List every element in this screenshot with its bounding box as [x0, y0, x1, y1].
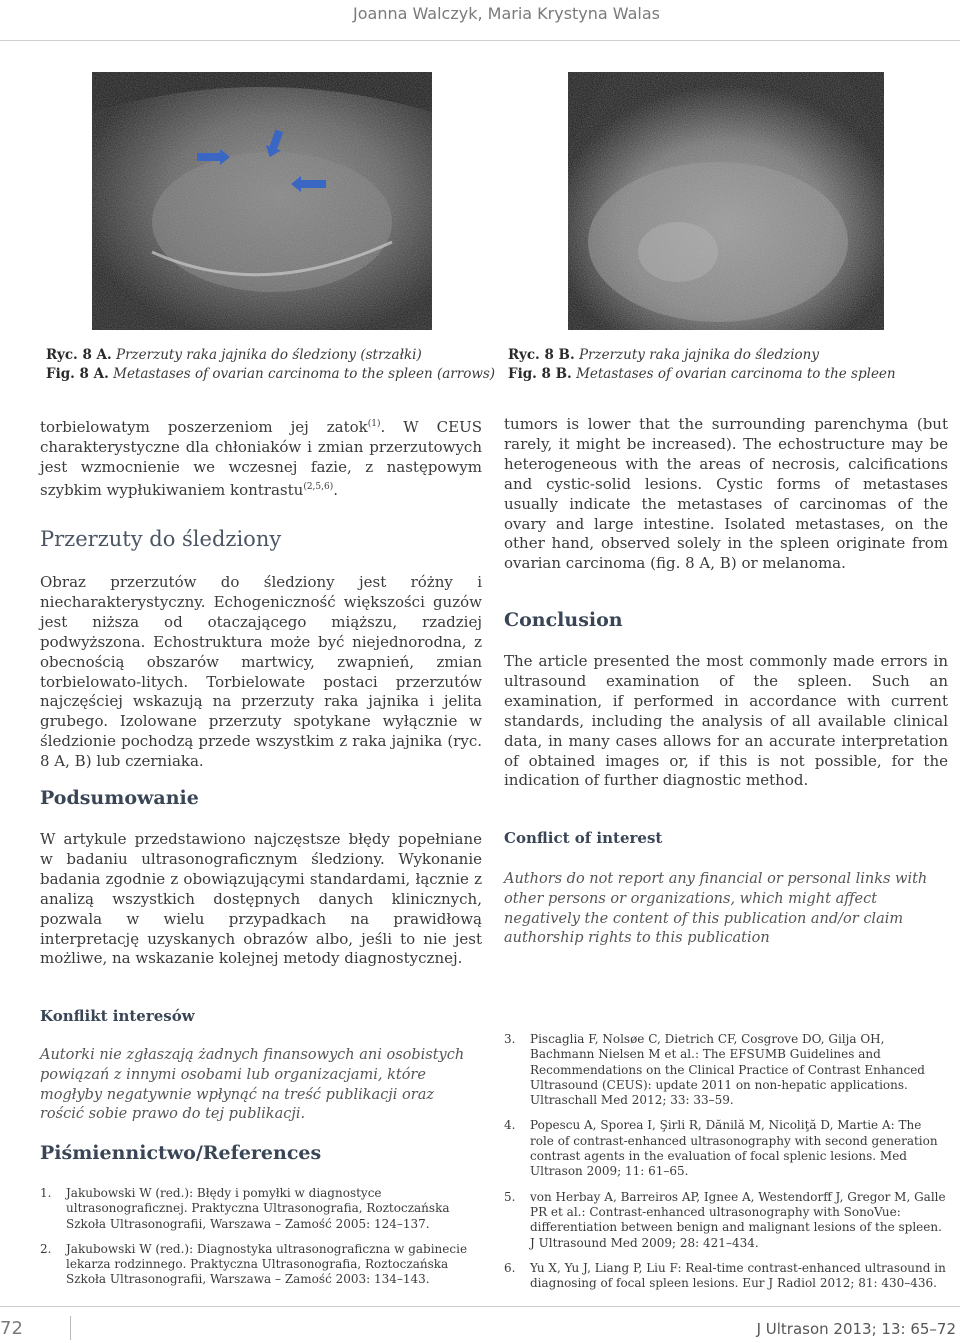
heading-references: Piśmiennictwo/References: [40, 1142, 322, 1164]
page-number-divider: [70, 1316, 71, 1340]
heading-metastases: Przerzuty do śledziony: [40, 527, 282, 551]
heading-conflict-en: Conflict of interest: [504, 829, 663, 847]
reference-item: 5. von Herbay A, Barreiros AP, Ignee A, Westendorff J, Gregor M, Galle PR et al.: Contrast-enhanced ultrasonography with SonoVue: differentiation between benign and malignant lesions of the spleen. J Ultrasound Med 2009; 28: 421–434.: [504, 1189, 946, 1250]
reference-item: 2. Jakubowski W (red.): Diagnostyka ultrasonograficzna w gabinecie lekarza rodzinnego. Praktyczna Ultrasonografia, Roztoczańska Szkoła Ultrasonografii, Warszawa – Zamość 2003: 134–143.: [40, 1241, 468, 1287]
references-list-left: [40, 1186, 482, 1298]
references-list-right: [504, 1032, 948, 1301]
figure-b-caption: Ryc. 8 B. Przerzuty raka jajnika do śledziony Fig. 8 B. Metastases of ovarian carcinoma to the spleen: [508, 347, 896, 382]
reference-item: 6. Yu X, Yu J, Liang P, Liu F: Real-time contrast-enhanced ultrasound in diagnosing of focal spleen lesions. Eur J Radiol 2012; 81: 430–436.: [504, 1260, 946, 1291]
heading-conclusion: Conclusion: [504, 609, 623, 631]
footer-rule: [0, 1306, 960, 1307]
reference-item: 4. Popescu A, Sporea I, Şirli R, Dănilă M, Nicoliţă D, Martie A: The role of contrast-enhanced ultrasonography with second generation contrast agents in the evaluation of focal splenic lesions. Med Ultrason 2009; 11: 61–65.: [504, 1118, 938, 1179]
right-intro-paragraph: tumors is lower that the surrounding parenchyma (but rarely, it might be increased). The echostructure may be heterogeneous with the areas of necrosis, calcifications and cystic-solid lesions. Cystic forms of metastases usually indicate the metastases of carcinomas of the ovary and large intestine. Isolated metastases, on the other hand, observed solely in the spleen originate from ovarian carcinoma (fig. 8 A, B) or melanoma.: [504, 415, 948, 573]
metastases-paragraph: Obraz przerzutów do śledziony jest różny i niecharakterystyczny. Echogeniczność większości guzów jest niższa od otaczającego miąższu, rzadziej podwyższona. Echostruktura może być niejednorodna, z obecnością obszarów martwicy, zwapnień, zmian torbielowato-litych. Torbielowate postaci przerzutów najczęściej wskazują na przerzuty raka jajnika i jelita grubego. Izolowane przerzuty spotykane wyłącznie w śledzionie pochodzą przede wszystkim z raka jajnika (ryc. 8 A, B) lub czerniaka.: [40, 573, 482, 771]
reference-item: 1. Jakubowski W (red.): Błędy i pomyłki w diagnostyce ultrasonograficznej. Praktyczna Ultrasonografia, Roztoczańska Szkoła Ultrasonografii, Warszawa – Zamość 2005: 124–137.: [40, 1186, 450, 1231]
reference-item: 3. Piscaglia F, Nolsøe C, Dietrich CF, Cosgrove DO, Gilja OH, Bachmann Nielsen M et al.: The EFSUMB Guidelines and Recommendations on the Clinical Practice of Contrast Enhanced Ultrasound (CEUS): update 2011 on non-hepatic applications. Ultraschall Med 2012; 33: 33–59.: [504, 1032, 925, 1108]
journal-citation: J Ultrason 2013; 13: 65–72: [756, 1320, 956, 1338]
running-head: Joanna Walczyk, Maria Krystyna Walas: [353, 4, 660, 23]
conflict-paragraph-pl: Autorki nie zgłaszają żadnych finansowych ani osobistych powiązań z innymi osobami lub organizacjami, które mogłyby negatywnie wpłynąć na treść publikacji oraz rościć sobie prawo do tej publikacji.: [40, 1047, 465, 1123]
page-number: 72: [0, 1318, 23, 1339]
figure-a-caption: Ryc. 8 A. Przerzuty raka jajnika do śledziony (strzałki) Fig. 8 A. Metastases of ovarian carcinoma to the spleen (arrows): [46, 347, 496, 382]
heading-summary: Podsumowanie: [40, 787, 199, 809]
heading-conflict-pl: Konflikt interesów: [40, 1007, 195, 1025]
summary-paragraph: W artykule przedstawiono najczęstsze błędy popełniane w badaniu ultrasonograficznym śledziony. Wykonanie badania zgodnie z obowiązującymi standardami, łącznie z analizą wszystkich dostępnych danych klinicznych, pozwala w wielu przypadkach na prawidłową interpretację uzyskanych obrazów albo, jeśli to nie jest możliwe, na wskazanie kolejnej metody diagnostycznej.: [40, 830, 482, 968]
header-rule: [0, 40, 960, 41]
left-intro-paragraph: torbielowatym poszerzeniom jej zatok$^{(1)}$. W CEUS charakterystyczne dla chłoniaków i zmian przerzutowych jest wzmocnienie we wczesnej fazie, z następowym szybkim wypłukiwaniem kontrastu$^{(2,5,6)}$.: [40, 418, 482, 499]
ultrasound-image-a: [92, 72, 432, 330]
ultrasound-image-b: [568, 72, 884, 330]
conflict-paragraph-en: Authors do not report any financial or personal links with other persons or organizations, which might affect negatively the content of this publication and/or claim authorship rights to this publication: [504, 871, 928, 947]
conclusion-paragraph: The article presented the most commonly made errors in ultrasound examination of the spleen. Such an examination, if performed in accordance with current standards, including the analysis of all available clinical data, in many cases allows for an accurate interpretation of obtained images or, if this is not possible, for the indication of further diagnostic method.: [504, 652, 948, 790]
